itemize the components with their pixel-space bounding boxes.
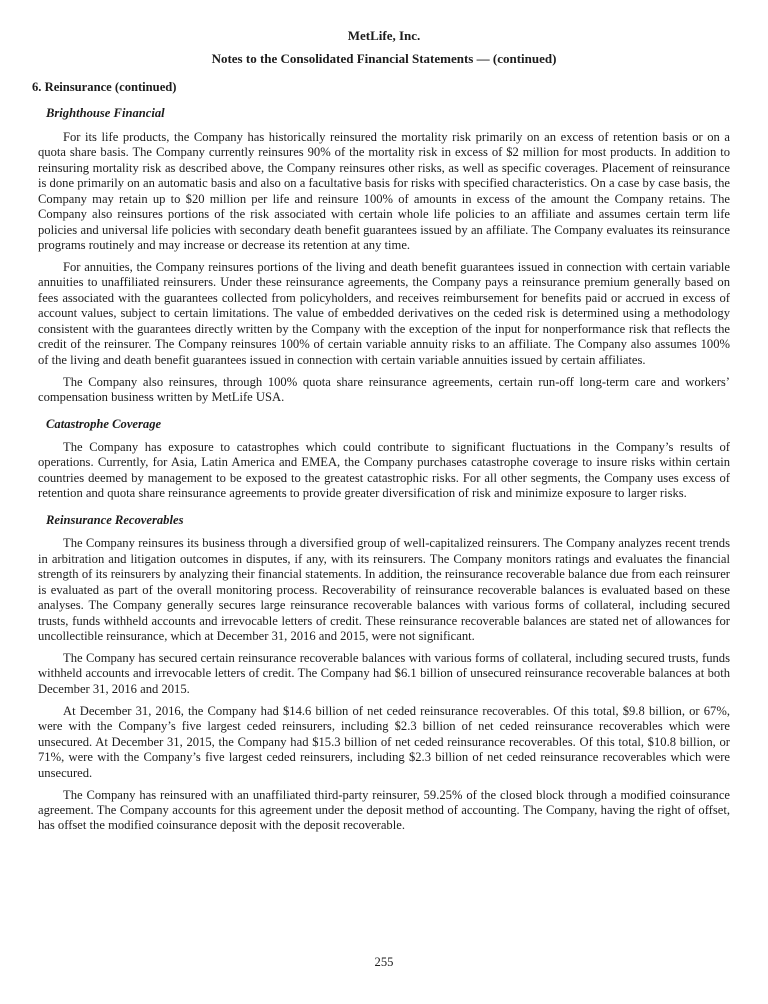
document-header xyxy=(38,28,730,67)
subheading-reinsurance-recoverables: Reinsurance Recoverables xyxy=(46,512,184,527)
page-number: 255 xyxy=(374,954,394,969)
paragraph-life-products: For its life products, the Company has historically reinsured the mortality risk primarily on an excess of retention basis or on a quota share basis. The Company currently reinsures 90% of the mortality risk in excess of $2 million for most products. In addition to reinsuring mortality risk as described above, the Company reinsures other risks, as well as specific coverages. Placement of reinsurance is done primarily on an automatic basis and also on a facultative basis for risks with specified characteristics. On a case by case basis, the Company may retain up to $20 million per life and reinsure 100% of amounts in excess of the amount the Company retains. The Company also reinsures portions of the risk associated with certain whole life policies to an affiliate and assumes certain term life policies and universal life policies with secondary death benefit guarantees issued by an affiliate. The Company evaluates its reinsurance programs routinely and may increase or decrease its retention at any time. xyxy=(38,129,730,252)
section-reinsurance-recoverables xyxy=(38,513,730,834)
subheading-catastrophe-coverage: Catastrophe Coverage xyxy=(46,416,162,431)
paragraph-catastrophe-exposure: The Company has exposure to catastrophes which could contribute to significant fluctuations in the Company’s results of operations. Currently, for Asia, Latin America and EMEA, the Company purchases catastrophe coverage to insure risks within certain countries deemed by management to be exposed to the greatest catastrophic risks. For all other segments, the Company uses excess of retention and quota share reinsurance agreements to provide greater diversification of risk and minimize exposure to larger risks. xyxy=(38,439,730,501)
paragraph-closed-block: The Company has reinsured with an unaffiliated third-party reinsurer, 59.25% of the closed block through a modified coinsurance agreement. The Company accounts for this agreement under the deposit method of accounting. The Company, having the right of offset, has offset the modified coinsurance deposit with the deposit recoverable. xyxy=(38,787,730,833)
paragraph-quota-share: The Company also reinsures, through 100% quota share reinsurance agreements, certain run-off long-term care and workers’ compensation business written by MetLife USA. xyxy=(38,374,730,405)
section-brighthouse-financial xyxy=(38,106,730,405)
page-footer xyxy=(0,955,768,970)
document-title: Notes to the Consolidated Financial Statements — (continued) xyxy=(211,51,557,67)
paragraph-diversified-reinsurers: The Company reinsures its business through a diversified group of well-capitalized reinsurers. The Company analyzes recent trends in arbitration and litigation outcomes in disputes, if any, with its reinsurers. The Company monitors ratings and evaluates the financial strength of its reinsurers by analyzing their financial statements. In addition, the reinsurance recoverable balance due from each reinsurer is evaluated as part of the overall monitoring process. Recoverability of reinsurance recoverable balances is evaluated based on these analyses. The Company generally secures large reinsurance recoverable balances with various forms of collateral, including secured trusts, funds withheld accounts and irrevocable letters of credit. These reinsurance recoverable balances are stated net of allowances for uncollectible reinsurance, which at December 31, 2016 and 2015, were not significant. xyxy=(38,536,730,643)
paragraph-annuities: For annuities, the Company reinsures portions of the living and death benefit guarantees issued in connection with certain variable annuities to unaffiliated reinsurers. Under these reinsurance agreements, the Company pays a reinsurance premium generally based on fees associated with the guarantees collected from policyholders, and receives reimbursement for benefits paid or accrued in excess of account values, subject to certain limitations. The value of embedded derivatives on the ceded risk is determined using a methodology consistent with the guarantees directly written by the Company with the exception of the input for nonperformance risk that reflects the credit of the reinsurer. The Company reinsures 100% of certain variable annuity risks to an affiliate. The Company also assumes 100% of the living and death benefit guarantees issued in connection with certain variable annuities issued by certain affiliates. xyxy=(38,259,730,367)
company-name: MetLife, Inc. xyxy=(347,28,421,43)
section-catastrophe-coverage xyxy=(38,417,730,502)
subheading-brighthouse-financial: Brighthouse Financial xyxy=(46,106,165,121)
paragraph-secured-balances: The Company has secured certain reinsurance recoverable balances with various forms of collateral, including secured trusts, funds withheld accounts and irrevocable letters of credit. The Company had $6.1 billion of unsecured reinsurance recoverable balances at both December 31, 2016 and 2015. xyxy=(38,650,730,696)
paragraph-net-ceded-recoverables: At December 31, 2016, the Company had $14.6 billion of net ceded reinsurance recoverables. Of this total, $9.8 billion, or 67%, were with the Company’s five largest ceded reinsurers, including $2.3 billion of net ceded reinsurance recoverables which were unsecured. At December 31, 2015, the Company had $15.3 billion of net ceded reinsurance recoverables. Of this total, $10.8 billion, or 71%, were with the Company’s five largest ceded reinsurers, including $2.3 billion of net ceded reinsurance recoverables which were unsecured. xyxy=(38,703,730,780)
section-heading-reinsurance: 6. Reinsurance (continued) xyxy=(32,79,177,94)
